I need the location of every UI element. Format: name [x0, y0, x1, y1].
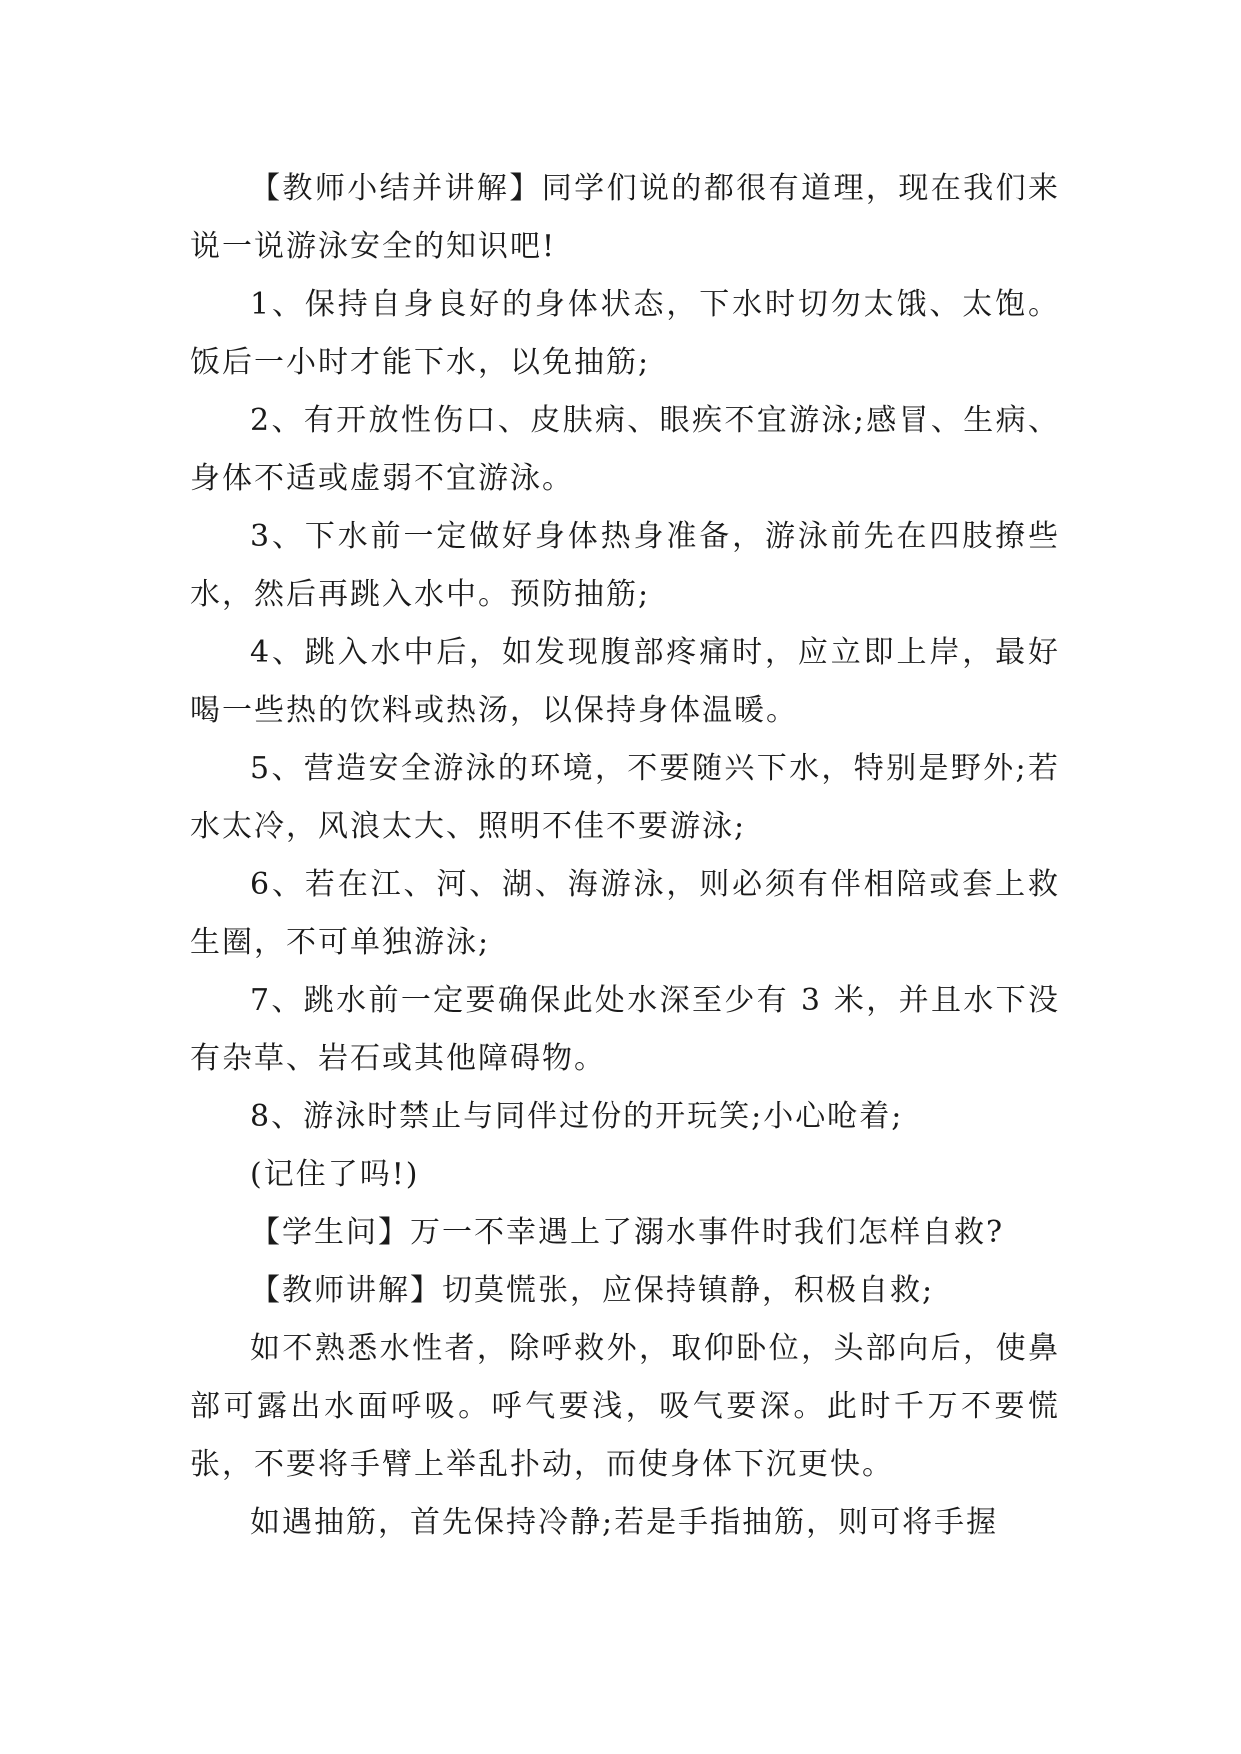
paragraph-self-rescue: 如不熟悉水性者，除呼救外，取仰卧位，头部向后，使鼻部可露出水面呼吸。呼气要浅，吸气要深。此时千万不要慌张，不要将手臂上举乱扑动，而使身体下沉更快。 [190, 1331, 1060, 1482]
paragraph-tip-6: 6、若在江、河、湖、海游泳，则必须有伴相陪或套上救生圈，不可单独游泳; [190, 867, 1060, 960]
paragraph-tip-8: 8、游泳时禁止与同伴过份的开玩笑;小心呛着; [250, 1099, 904, 1134]
paragraph-cramp: 如遇抽筋，首先保持冷静;若是手指抽筋，则可将手握 [250, 1505, 999, 1540]
paragraph-tip-4: 4、跳入水中后，如发现腹部疼痛时，应立即上岸，最好喝一些热的饮料或热汤，以保持身体温暖。 [190, 635, 1060, 728]
paragraph-tip-3: 3、下水前一定做好身体热身准备，游泳前先在四肢撩些水，然后再跳入水中。预防抽筋; [190, 519, 1060, 612]
paragraph-reminder: (记住了吗!) [250, 1157, 420, 1192]
paragraph-tip-2: 2、有开放性伤口、皮肤病、眼疾不宜游泳;感冒、生病、身体不适或虚弱不宜游泳。 [190, 403, 1060, 496]
document-body [190, 160, 1060, 1552]
paragraph-tip-7: 7、跳水前一定要确保此处水深至少有 3 米，并且水下没有杂草、岩石或其他障碍物。 [190, 983, 1060, 1076]
paragraph-teacher-explanation: 【教师讲解】切莫慌张，应保持镇静，积极自救; [250, 1273, 935, 1308]
paragraph-tip-1: 1、保持自身良好的身体状态，下水时切勿太饿、太饱。饭后一小时才能下水，以免抽筋; [190, 287, 1060, 380]
paragraph-teacher-summary: 【教师小结并讲解】同学们说的都很有道理，现在我们来说一说游泳安全的知识吧! [190, 171, 1060, 264]
paragraph-tip-5: 5、营造安全游泳的环境，不要随兴下水，特别是野外;若水太冷，风浪太大、照明不佳不要游泳; [190, 751, 1060, 844]
paragraph-student-question: 【学生问】万一不幸遇上了溺水事件时我们怎样自救? [250, 1215, 1005, 1250]
